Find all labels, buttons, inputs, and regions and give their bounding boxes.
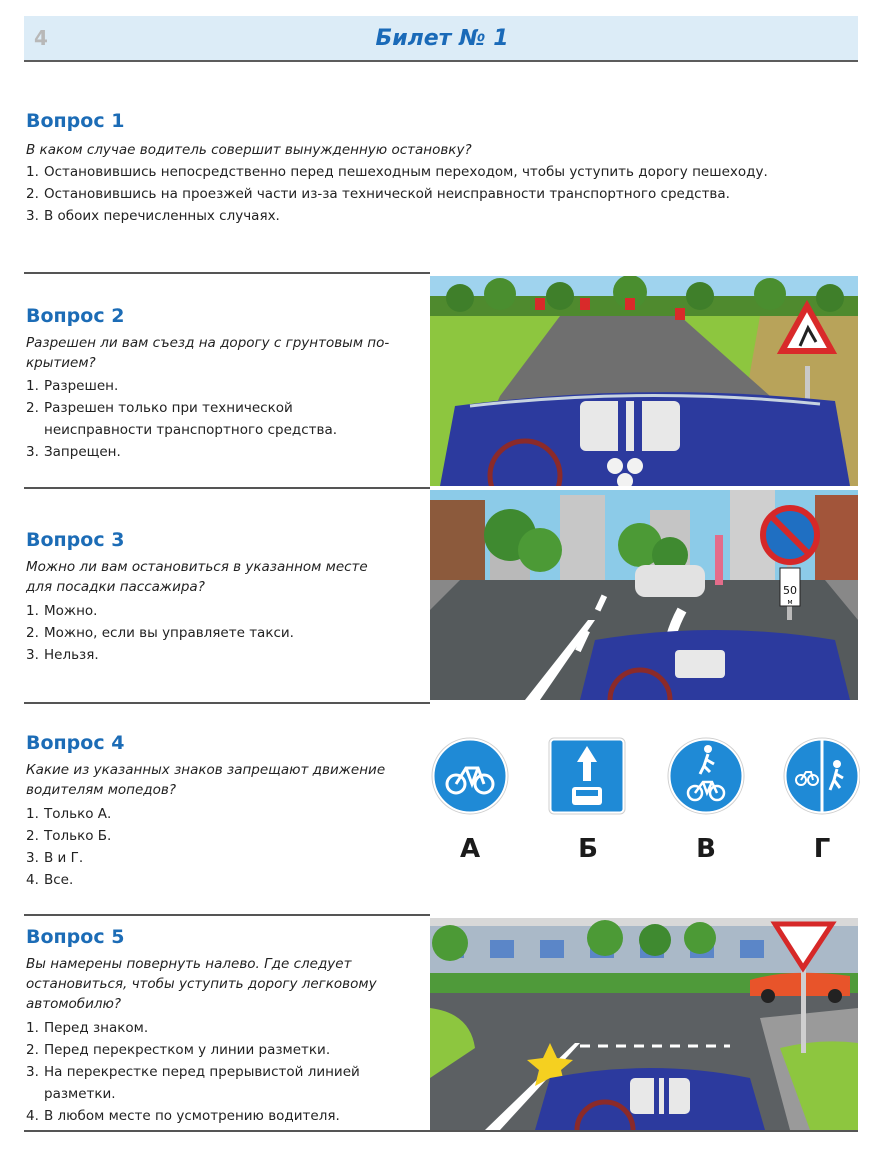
question-3-title: Вопрос 3 xyxy=(26,529,125,551)
question-1-title: Вопрос 1 xyxy=(26,110,125,132)
answer-text: Запрещен. xyxy=(44,444,121,460)
answer-number: 2. xyxy=(26,625,39,641)
page-bottom-divider xyxy=(24,1130,858,1132)
answer-item[interactable] xyxy=(26,441,416,463)
distance-plate-unit: м xyxy=(787,598,793,606)
answer-text: Остановившись на проезжей части из-за технической неисправности транспортного средства. xyxy=(44,186,730,202)
answer-text: Можно, если вы управляете такси. xyxy=(44,625,294,641)
answer-number: 2. xyxy=(26,186,39,202)
answer-text: Только Б. xyxy=(44,828,112,844)
section-divider xyxy=(24,914,430,916)
question-5-text: Вы намерены повернуть налево. Где следует остановиться, чтобы уступить дорогу легковому автомобилю? xyxy=(26,956,377,1012)
question-5-illustration xyxy=(430,918,858,1130)
answer-item[interactable] xyxy=(26,161,846,183)
question-3-illustration xyxy=(430,490,858,700)
answer-item[interactable] xyxy=(26,1039,416,1061)
answer-number: 4. xyxy=(26,872,39,888)
question-4-title: Вопрос 4 xyxy=(26,732,125,754)
answer-text: Разрешен только при технической неисправности транспортного средства. xyxy=(44,400,338,438)
question-1-text: В каком случае водитель совершит вынужденную остановку? xyxy=(26,142,472,158)
answer-number: 2. xyxy=(26,400,39,416)
answer-item[interactable] xyxy=(26,847,416,869)
answer-number: 1. xyxy=(26,1020,39,1036)
sign-letter-b: Б xyxy=(578,834,598,864)
answer-number: 3. xyxy=(26,1064,39,1080)
answer-text: В обоих перечисленных случаях. xyxy=(44,208,280,224)
question-4-answers xyxy=(26,803,416,891)
answer-item[interactable] xyxy=(26,644,416,666)
question-2-title: Вопрос 2 xyxy=(26,305,125,327)
sign-a-bicycle-icon xyxy=(432,738,508,814)
answer-text: Можно. xyxy=(44,603,98,619)
answer-number: 1. xyxy=(26,164,39,180)
answer-item[interactable] xyxy=(26,825,416,847)
header-divider xyxy=(24,60,858,62)
question-3-text: Можно ли вам остановиться в указанном месте для посадки пассажира? xyxy=(26,559,368,595)
question-5-answers xyxy=(26,1017,416,1127)
answer-text: В и Г. xyxy=(44,850,84,866)
answer-text: Перед перекрестком у линии разметки. xyxy=(44,1042,331,1058)
section-divider xyxy=(24,702,430,704)
page-number: 4 xyxy=(34,26,48,50)
answer-text: В любом месте по усмотрению водителя. xyxy=(44,1108,340,1124)
answer-text: На перекрестке перед прерывистой линией разметки. xyxy=(44,1064,360,1102)
question-3-answers xyxy=(26,600,416,666)
answer-item[interactable] xyxy=(26,622,416,644)
answer-text: Разрешен. xyxy=(44,378,119,394)
section-divider xyxy=(24,272,430,274)
answer-number: 2. xyxy=(26,828,39,844)
question-4-signs xyxy=(430,736,860,866)
answer-number: 3. xyxy=(26,208,39,224)
answer-item[interactable] xyxy=(26,1105,416,1127)
answer-item[interactable] xyxy=(26,205,846,227)
question-1-answers xyxy=(26,161,846,227)
answer-number: 3. xyxy=(26,850,39,866)
sign-b-bus-lane-icon xyxy=(549,738,625,814)
answer-item[interactable] xyxy=(26,600,416,622)
ticket-title: Билет № 1 xyxy=(375,26,509,51)
sign-letter-v: В xyxy=(696,834,716,864)
answer-number: 1. xyxy=(26,806,39,822)
question-5-title: Вопрос 5 xyxy=(26,926,125,948)
answer-item[interactable] xyxy=(26,183,846,205)
section-divider xyxy=(24,487,430,489)
answer-item[interactable] xyxy=(26,397,344,441)
answer-number: 3. xyxy=(26,444,39,460)
question-2-illustration xyxy=(430,276,858,486)
answer-item[interactable] xyxy=(26,803,416,825)
answer-text: Перед знаком. xyxy=(44,1020,149,1036)
distance-plate-value: 50 xyxy=(783,584,797,597)
answer-text: Остановившись непосредственно перед пешеходным переходом, чтобы уступить дорогу пешеходу. xyxy=(44,164,768,180)
sign-letter-a: А xyxy=(459,834,481,864)
question-2-answers xyxy=(26,375,416,463)
answer-number: 1. xyxy=(26,603,39,619)
answer-number: 4. xyxy=(26,1108,39,1124)
question-4-text: Какие из указанных знаков запрещают движение водителям мопедов? xyxy=(26,762,386,798)
answer-item[interactable] xyxy=(26,869,416,891)
answer-number: 2. xyxy=(26,1042,39,1058)
answer-text: Только А. xyxy=(44,806,112,822)
answer-number: 1. xyxy=(26,378,39,394)
answer-text: Все. xyxy=(44,872,74,888)
answer-number: 3. xyxy=(26,647,39,663)
sign-g-divided-path-icon xyxy=(784,738,860,814)
answer-item[interactable] xyxy=(26,1017,416,1039)
answer-item[interactable] xyxy=(26,1061,384,1105)
question-2-text: Разрешен ли вам съезд на дорогу с грунтовым покрытием? xyxy=(26,335,390,371)
answer-item[interactable] xyxy=(26,375,416,397)
sign-letter-g: Г xyxy=(813,834,831,864)
sign-v-bike-pedestrian-icon xyxy=(668,738,744,814)
answer-text: Нельзя. xyxy=(44,647,99,663)
